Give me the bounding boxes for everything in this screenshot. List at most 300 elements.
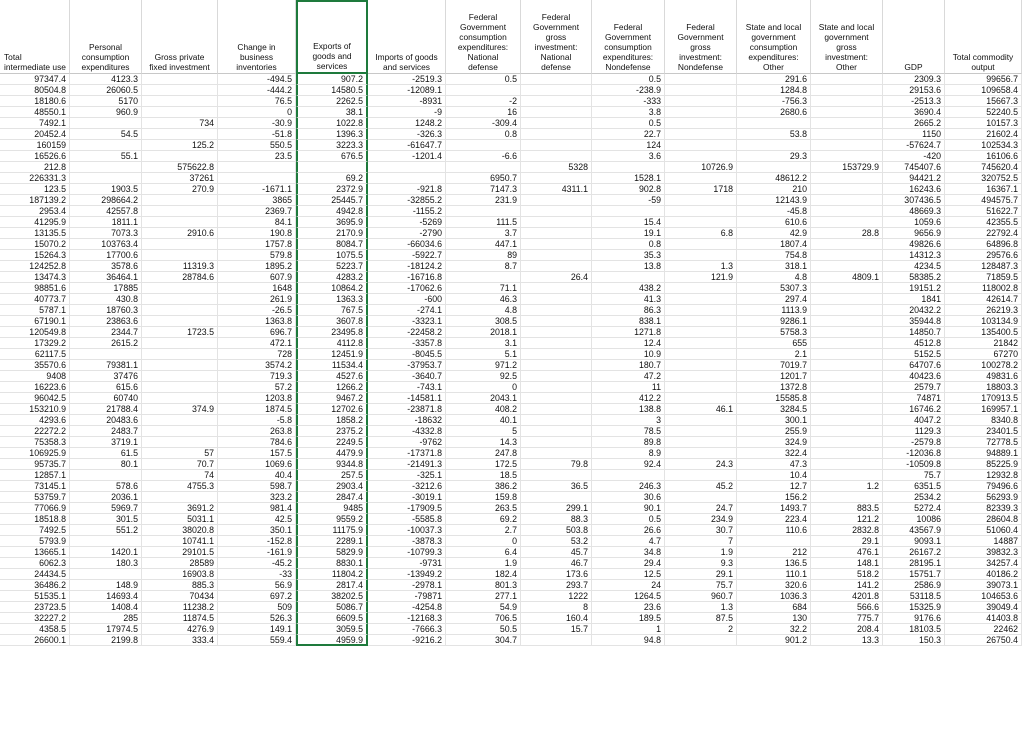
table-cell[interactable]: 23863.6 (70, 316, 142, 327)
table-cell[interactable]: 0.8 (592, 239, 665, 250)
table-cell[interactable]: 72778.5 (945, 437, 1022, 448)
table-cell[interactable]: 4358.5 (0, 624, 70, 635)
table-cell[interactable]: 0.5 (592, 118, 665, 129)
column-header[interactable] (883, 0, 945, 74)
table-cell[interactable]: 9656.9 (883, 228, 945, 239)
table-cell[interactable]: 16903.8 (142, 569, 218, 580)
table-cell[interactable]: 5307.3 (737, 283, 811, 294)
table-cell[interactable]: 1075.5 (296, 250, 368, 261)
table-cell[interactable]: 15325.9 (883, 602, 945, 613)
table-cell[interactable]: -494.5 (218, 74, 296, 85)
table-cell[interactable]: 71859.5 (945, 272, 1022, 283)
table-cell[interactable]: 53118.5 (883, 591, 945, 602)
table-cell[interactable]: 13.8 (592, 261, 665, 272)
table-cell[interactable]: -2519.3 (368, 74, 446, 85)
table-cell[interactable]: 5152.5 (883, 349, 945, 360)
table-cell[interactable]: 56293.9 (945, 492, 1022, 503)
table-cell[interactable]: 0.5 (592, 514, 665, 525)
table-cell[interactable]: 15.7 (521, 624, 592, 635)
table-cell[interactable]: 307436.5 (883, 195, 945, 206)
table-cell[interactable]: 234.9 (665, 514, 737, 525)
table-cell[interactable]: 79381.1 (70, 360, 142, 371)
table-cell[interactable]: 15264.3 (0, 250, 70, 261)
table-cell[interactable] (811, 184, 883, 195)
table-cell[interactable]: 9485 (296, 503, 368, 514)
table-cell[interactable]: 1648 (218, 283, 296, 294)
table-cell[interactable]: -600 (368, 294, 446, 305)
table-cell[interactable]: 18.5 (446, 470, 521, 481)
table-cell[interactable]: 16243.6 (883, 184, 945, 195)
table-cell[interactable]: -9731 (368, 558, 446, 569)
column-header[interactable] (296, 0, 368, 74)
table-cell[interactable]: -21491.3 (368, 459, 446, 470)
table-cell[interactable]: -18632 (368, 415, 446, 426)
table-cell[interactable]: -5.8 (218, 415, 296, 426)
table-cell[interactable]: 902.8 (592, 184, 665, 195)
table-cell[interactable]: 14580.5 (296, 85, 368, 96)
column-header[interactable] (737, 0, 811, 74)
table-cell[interactable]: 94421.2 (883, 173, 945, 184)
table-cell[interactable]: 20452.4 (0, 129, 70, 140)
table-cell[interactable]: 17885 (70, 283, 142, 294)
table-cell[interactable]: 30.6 (592, 492, 665, 503)
table-cell[interactable]: 2 (665, 624, 737, 635)
table-cell[interactable] (142, 415, 218, 426)
table-cell[interactable] (142, 96, 218, 107)
table-cell[interactable]: 320.6 (737, 580, 811, 591)
table-cell[interactable]: 734 (142, 118, 218, 129)
table-cell[interactable]: 2665.2 (883, 118, 945, 129)
table-cell[interactable]: 23.5 (218, 151, 296, 162)
table-cell[interactable]: 189.5 (592, 613, 665, 624)
table-cell[interactable] (521, 118, 592, 129)
table-cell[interactable] (665, 294, 737, 305)
table-cell[interactable]: -743.1 (368, 382, 446, 393)
table-cell[interactable]: 42614.7 (945, 294, 1022, 305)
table-cell[interactable] (521, 74, 592, 85)
table-cell[interactable]: 22.7 (592, 129, 665, 140)
table-cell[interactable] (811, 437, 883, 448)
table-cell[interactable]: 2199.8 (70, 635, 142, 646)
table-cell[interactable] (665, 338, 737, 349)
table-cell[interactable]: 3865 (218, 195, 296, 206)
table-cell[interactable]: 11319.3 (142, 261, 218, 272)
table-cell[interactable]: 526.3 (218, 613, 296, 624)
table-cell[interactable] (665, 129, 737, 140)
table-cell[interactable]: 22462 (945, 624, 1022, 635)
table-cell[interactable] (811, 393, 883, 404)
table-cell[interactable]: 39049.4 (945, 602, 1022, 613)
table-cell[interactable]: 26.4 (521, 272, 592, 283)
table-cell[interactable]: -66034.6 (368, 239, 446, 250)
table-cell[interactable]: 960.9 (70, 107, 142, 118)
table-cell[interactable]: 6062.3 (0, 558, 70, 569)
table-cell[interactable]: 578.6 (70, 481, 142, 492)
table-cell[interactable]: 1 (592, 624, 665, 635)
table-cell[interactable] (665, 118, 737, 129)
table-cell[interactable]: 4293.6 (0, 415, 70, 426)
table-cell[interactable]: 1248.2 (368, 118, 446, 129)
table-cell[interactable]: 24.3 (665, 459, 737, 470)
table-cell[interactable]: 907.2 (296, 74, 368, 85)
table-cell[interactable]: 51622.7 (945, 206, 1022, 217)
table-cell[interactable]: -444.2 (218, 85, 296, 96)
table-cell[interactable]: -3640.7 (368, 371, 446, 382)
table-cell[interactable]: 5758.3 (737, 327, 811, 338)
table-cell[interactable]: 182.4 (446, 569, 521, 580)
table-cell[interactable]: -17371.8 (368, 448, 446, 459)
table-cell[interactable] (521, 140, 592, 151)
table-cell[interactable]: 745620.4 (945, 162, 1022, 173)
table-cell[interactable]: 67190.1 (0, 316, 70, 327)
table-cell[interactable]: -4332.8 (368, 426, 446, 437)
table-cell[interactable]: 13.3 (811, 635, 883, 646)
table-cell[interactable]: 34.8 (592, 547, 665, 558)
table-cell[interactable]: 16526.6 (0, 151, 70, 162)
table-cell[interactable]: 223.4 (737, 514, 811, 525)
table-cell[interactable]: -9 (368, 107, 446, 118)
table-cell[interactable]: 3691.2 (142, 503, 218, 514)
table-cell[interactable]: 90.1 (592, 503, 665, 514)
table-cell[interactable] (811, 250, 883, 261)
table-cell[interactable]: 0.5 (446, 74, 521, 85)
table-cell[interactable]: 6.4 (446, 547, 521, 558)
table-cell[interactable] (446, 140, 521, 151)
table-cell[interactable]: -3323.1 (368, 316, 446, 327)
table-cell[interactable] (142, 85, 218, 96)
table-cell[interactable]: 1.9 (665, 547, 737, 558)
table-cell[interactable] (811, 349, 883, 360)
table-cell[interactable]: 37476 (70, 371, 142, 382)
table-cell[interactable]: 2018.1 (446, 327, 521, 338)
table-cell[interactable]: 109658.4 (945, 85, 1022, 96)
table-cell[interactable]: 40.4 (218, 470, 296, 481)
table-cell[interactable]: 2483.7 (70, 426, 142, 437)
table-cell[interactable]: -309.4 (446, 118, 521, 129)
table-cell[interactable]: 801.3 (446, 580, 521, 591)
table-cell[interactable]: 70.7 (142, 459, 218, 470)
table-cell[interactable]: -32855.2 (368, 195, 446, 206)
table-cell[interactable]: 36486.2 (0, 580, 70, 591)
table-cell[interactable]: 579.8 (218, 250, 296, 261)
table-cell[interactable] (811, 96, 883, 107)
table-cell[interactable]: 18803.3 (945, 382, 1022, 393)
table-cell[interactable]: 39073.1 (945, 580, 1022, 591)
table-cell[interactable]: 247.8 (446, 448, 521, 459)
table-cell[interactable]: -9216.2 (368, 635, 446, 646)
table-cell[interactable]: 308.5 (446, 316, 521, 327)
table-cell[interactable]: 11534.4 (296, 360, 368, 371)
table-cell[interactable]: 2375.2 (296, 426, 368, 437)
table-cell[interactable] (142, 239, 218, 250)
table-cell[interactable]: 5170 (70, 96, 142, 107)
table-cell[interactable]: 2289.1 (296, 536, 368, 547)
table-cell[interactable]: 17974.5 (70, 624, 142, 635)
table-cell[interactable] (70, 470, 142, 481)
table-cell[interactable] (592, 272, 665, 283)
table-cell[interactable]: 18518.8 (0, 514, 70, 525)
table-cell[interactable] (811, 85, 883, 96)
table-cell[interactable]: 20432.2 (883, 305, 945, 316)
table-cell[interactable]: -45.8 (737, 206, 811, 217)
table-cell[interactable] (811, 129, 883, 140)
table-cell[interactable]: 11175.9 (296, 525, 368, 536)
table-cell[interactable]: 78.5 (592, 426, 665, 437)
table-cell[interactable]: 255.9 (737, 426, 811, 437)
table-cell[interactable]: 4809.1 (811, 272, 883, 283)
table-cell[interactable]: 1895.2 (218, 261, 296, 272)
table-cell[interactable] (811, 217, 883, 228)
table-cell[interactable]: 47.3 (737, 459, 811, 470)
table-cell[interactable]: 95735.7 (0, 459, 70, 470)
table-cell[interactable]: 69.2 (296, 173, 368, 184)
table-cell[interactable]: 42355.5 (945, 217, 1022, 228)
table-cell[interactable] (665, 305, 737, 316)
table-cell[interactable]: 43567.9 (883, 525, 945, 536)
table-cell[interactable]: 2847.4 (296, 492, 368, 503)
table-cell[interactable]: 94.8 (592, 635, 665, 646)
table-cell[interactable]: 3059.5 (296, 624, 368, 635)
table-cell[interactable]: 40773.7 (0, 294, 70, 305)
table-cell[interactable]: 28784.6 (142, 272, 218, 283)
table-cell[interactable]: 38202.5 (296, 591, 368, 602)
table-cell[interactable] (521, 382, 592, 393)
table-cell[interactable]: 22272.2 (0, 426, 70, 437)
table-cell[interactable]: 26219.3 (945, 305, 1022, 316)
table-cell[interactable]: 15667.3 (945, 96, 1022, 107)
table-cell[interactable]: -161.9 (218, 547, 296, 558)
table-cell[interactable] (521, 206, 592, 217)
table-cell[interactable]: 104653.6 (945, 591, 1022, 602)
table-cell[interactable]: 45.7 (521, 547, 592, 558)
column-header[interactable] (665, 0, 737, 74)
table-cell[interactable]: 34257.4 (945, 558, 1022, 569)
table-cell[interactable]: 169957.1 (945, 404, 1022, 415)
table-cell[interactable]: 106925.9 (0, 448, 70, 459)
table-cell[interactable]: 29.1 (665, 569, 737, 580)
table-cell[interactable]: 121.9 (665, 272, 737, 283)
table-cell[interactable]: 29101.5 (142, 547, 218, 558)
table-cell[interactable]: 18180.6 (0, 96, 70, 107)
table-cell[interactable]: 7019.7 (737, 360, 811, 371)
table-cell[interactable]: 36.5 (521, 481, 592, 492)
table-cell[interactable]: 21788.4 (70, 404, 142, 415)
table-cell[interactable]: -17062.6 (368, 283, 446, 294)
table-cell[interactable]: 1811.1 (70, 217, 142, 228)
table-cell[interactable] (811, 173, 883, 184)
table-cell[interactable]: 14.3 (446, 437, 521, 448)
table-cell[interactable]: 226331.3 (0, 173, 70, 184)
table-cell[interactable]: 3.8 (592, 107, 665, 118)
table-cell[interactable]: -33 (218, 569, 296, 580)
table-cell[interactable] (142, 393, 218, 404)
table-cell[interactable] (521, 228, 592, 239)
table-cell[interactable] (737, 140, 811, 151)
table-cell[interactable]: -3357.8 (368, 338, 446, 349)
table-cell[interactable]: 29.3 (737, 151, 811, 162)
table-cell[interactable]: 3719.1 (70, 437, 142, 448)
table-cell[interactable] (70, 140, 142, 151)
table-cell[interactable]: 41.3 (592, 294, 665, 305)
table-cell[interactable]: -13949.2 (368, 569, 446, 580)
table-cell[interactable] (368, 162, 446, 173)
table-cell[interactable]: -79871 (368, 591, 446, 602)
table-cell[interactable]: 53.8 (737, 129, 811, 140)
table-cell[interactable]: 20483.6 (70, 415, 142, 426)
table-cell[interactable] (811, 107, 883, 118)
table-cell[interactable]: -2 (446, 96, 521, 107)
table-cell[interactable]: 120549.8 (0, 327, 70, 338)
table-cell[interactable]: 607.9 (218, 272, 296, 283)
table-cell[interactable] (446, 162, 521, 173)
table-cell[interactable]: 49826.6 (883, 239, 945, 250)
table-cell[interactable] (446, 272, 521, 283)
table-cell[interactable]: 4512.8 (883, 338, 945, 349)
table-cell[interactable]: 3223.3 (296, 140, 368, 151)
table-cell[interactable]: -5269 (368, 217, 446, 228)
table-cell[interactable]: 323.2 (218, 492, 296, 503)
table-cell[interactable]: 1266.2 (296, 382, 368, 393)
table-cell[interactable]: 299.1 (521, 503, 592, 514)
table-cell[interactable]: 8 (521, 602, 592, 613)
table-cell[interactable]: 4112.8 (296, 338, 368, 349)
table-cell[interactable]: 981.4 (218, 503, 296, 514)
table-cell[interactable]: 14312.3 (883, 250, 945, 261)
table-cell[interactable] (142, 283, 218, 294)
table-cell[interactable]: 98851.6 (0, 283, 70, 294)
table-cell[interactable] (142, 217, 218, 228)
table-cell[interactable]: 706.5 (446, 613, 521, 624)
table-cell[interactable]: 1284.8 (737, 85, 811, 96)
table-cell[interactable]: 18103.5 (883, 624, 945, 635)
table-cell[interactable]: 3284.5 (737, 404, 811, 415)
table-cell[interactable] (142, 349, 218, 360)
table-cell[interactable]: 4959.9 (296, 635, 368, 646)
table-cell[interactable] (142, 107, 218, 118)
table-cell[interactable]: 28589 (142, 558, 218, 569)
table-cell[interactable]: 5969.7 (70, 503, 142, 514)
table-cell[interactable]: 1036.3 (737, 591, 811, 602)
table-cell[interactable] (521, 327, 592, 338)
table-cell[interactable]: 10.9 (592, 349, 665, 360)
table-cell[interactable]: 971.2 (446, 360, 521, 371)
table-cell[interactable] (811, 459, 883, 470)
table-cell[interactable]: 1.3 (665, 261, 737, 272)
table-cell[interactable] (368, 173, 446, 184)
column-header[interactable] (811, 0, 883, 74)
table-cell[interactable]: 2.1 (737, 349, 811, 360)
table-cell[interactable] (811, 327, 883, 338)
table-cell[interactable]: 16223.6 (0, 382, 70, 393)
column-header[interactable] (592, 0, 665, 74)
table-cell[interactable]: 301.5 (70, 514, 142, 525)
table-cell[interactable]: 5272.4 (883, 503, 945, 514)
table-cell[interactable]: 3.7 (446, 228, 521, 239)
table-cell[interactable]: 10086 (883, 514, 945, 525)
table-cell[interactable]: 4479.9 (296, 448, 368, 459)
table-cell[interactable]: 2344.7 (70, 327, 142, 338)
table-cell[interactable]: 94889.1 (945, 448, 1022, 459)
table-cell[interactable]: 1113.9 (737, 305, 811, 316)
table-cell[interactable]: 111.5 (446, 217, 521, 228)
table-cell[interactable] (665, 195, 737, 206)
table-cell[interactable]: 2953.4 (0, 206, 70, 217)
table-cell[interactable] (446, 85, 521, 96)
table-cell[interactable]: 8.7 (446, 261, 521, 272)
table-cell[interactable]: 9467.2 (296, 393, 368, 404)
table-cell[interactable]: 23.6 (592, 602, 665, 613)
table-cell[interactable]: 86.3 (592, 305, 665, 316)
table-cell[interactable] (665, 635, 737, 646)
table-cell[interactable]: 2309.3 (883, 74, 945, 85)
table-cell[interactable]: 208.4 (811, 624, 883, 635)
table-cell[interactable] (521, 195, 592, 206)
table-cell[interactable]: 719.3 (218, 371, 296, 382)
table-cell[interactable]: 39832.3 (945, 547, 1022, 558)
table-cell[interactable]: 64896.8 (945, 239, 1022, 250)
table-cell[interactable]: 3690.4 (883, 107, 945, 118)
table-cell[interactable]: -5922.7 (368, 250, 446, 261)
table-cell[interactable]: -45.2 (218, 558, 296, 569)
table-cell[interactable] (665, 393, 737, 404)
table-cell[interactable]: 2369.7 (218, 206, 296, 217)
table-cell[interactable] (665, 415, 737, 426)
table-cell[interactable] (142, 74, 218, 85)
table-cell[interactable]: 57 (142, 448, 218, 459)
table-cell[interactable]: -12089.1 (368, 85, 446, 96)
table-cell[interactable]: 4283.2 (296, 272, 368, 283)
table-cell[interactable]: 0 (446, 382, 521, 393)
table-cell[interactable]: 23495.8 (296, 327, 368, 338)
table-cell[interactable]: 293.7 (521, 580, 592, 591)
table-cell[interactable]: 4201.8 (811, 591, 883, 602)
table-cell[interactable]: 3574.2 (218, 360, 296, 371)
table-cell[interactable]: 697.2 (218, 591, 296, 602)
table-cell[interactable]: 2680.6 (737, 107, 811, 118)
table-cell[interactable] (521, 349, 592, 360)
table-cell[interactable]: 12.7 (737, 481, 811, 492)
table-cell[interactable]: 1.2 (811, 481, 883, 492)
table-cell[interactable]: 1408.4 (70, 602, 142, 613)
table-cell[interactable]: 11 (592, 382, 665, 393)
table-cell[interactable]: 12932.8 (945, 470, 1022, 481)
table-cell[interactable]: 29576.6 (945, 250, 1022, 261)
table-cell[interactable]: -238.9 (592, 85, 665, 96)
table-cell[interactable]: 324.9 (737, 437, 811, 448)
table-cell[interactable]: 9344.8 (296, 459, 368, 470)
table-cell[interactable] (665, 437, 737, 448)
table-cell[interactable]: 2586.9 (883, 580, 945, 591)
table-cell[interactable]: 15070.2 (0, 239, 70, 250)
table-cell[interactable]: 551.2 (70, 525, 142, 536)
table-cell[interactable]: 16 (446, 107, 521, 118)
table-cell[interactable]: 55.1 (70, 151, 142, 162)
table-cell[interactable] (665, 283, 737, 294)
table-cell[interactable] (142, 195, 218, 206)
table-cell[interactable] (811, 492, 883, 503)
table-cell[interactable]: 35.3 (592, 250, 665, 261)
table-cell[interactable]: 187139.2 (0, 195, 70, 206)
table-cell[interactable]: -3878.3 (368, 536, 446, 547)
table-cell[interactable]: 85225.9 (945, 459, 1022, 470)
table-cell[interactable]: 92.5 (446, 371, 521, 382)
table-cell[interactable]: 51060.4 (945, 525, 1022, 536)
table-cell[interactable]: 54.5 (70, 129, 142, 140)
table-cell[interactable]: -51.8 (218, 129, 296, 140)
table-cell[interactable]: 447.1 (446, 239, 521, 250)
table-cell[interactable]: 38.1 (296, 107, 368, 118)
table-cell[interactable] (811, 239, 883, 250)
